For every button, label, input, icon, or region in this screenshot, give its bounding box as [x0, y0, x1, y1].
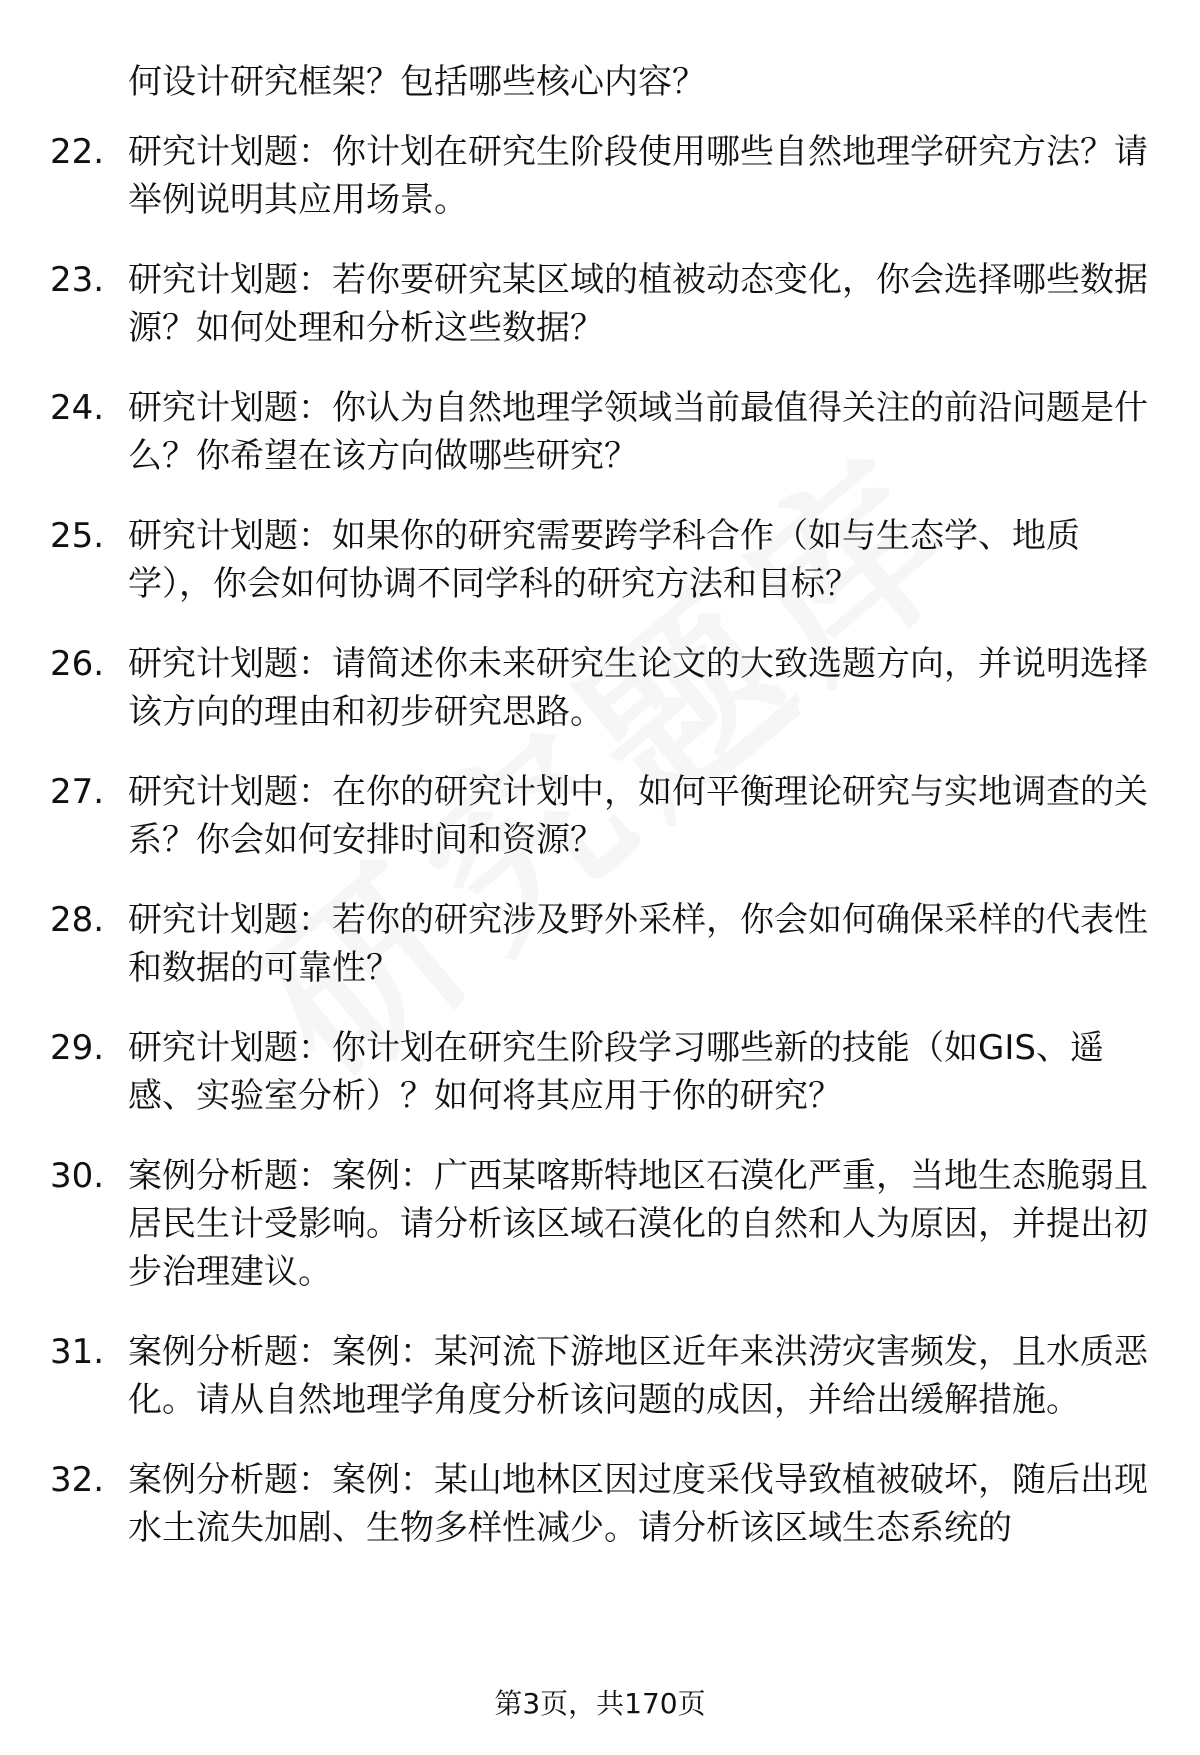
question-item	[0, 1456, 1200, 1552]
question-text: 研究计划题：你计划在研究生阶段学习哪些新的技能（如GIS、遥感、实验室分析）？如何将其应用于你的研究？	[128, 1028, 1104, 1116]
question-item	[0, 1024, 1200, 1120]
question-item	[0, 896, 1200, 992]
question-text: 研究计划题：在你的研究计划中，如何平衡理论研究与实地调查的关系？你会如何安排时间和资源？	[128, 772, 1148, 860]
question-number: 24.	[50, 388, 105, 428]
question-text: 案例分析题：案例：广西某喀斯特地区石漠化严重，当地生态脆弱且居民生计受影响。请分析该区域石漠化的自然和人为原因，并提出初步治理建议。	[128, 1156, 1148, 1292]
question-text: 研究计划题：若你的研究涉及野外采样，你会如何确保采样的代表性和数据的可靠性？	[128, 900, 1148, 988]
question-number: 30.	[50, 1156, 105, 1196]
page-footer: 第3页，共170页	[494, 1687, 706, 1720]
continued-question-text: 何设计研究框架？包括哪些核心内容？	[128, 62, 706, 102]
question-text: 案例分析题：案例：某河流下游地区近年来洪涝灾害频发，且水质恶化。请从自然地理学角度分析该问题的成因，并给出缓解措施。	[128, 1332, 1148, 1420]
question-item	[0, 384, 1200, 480]
question-item	[0, 1152, 1200, 1296]
question-number: 29.	[50, 1028, 105, 1068]
question-item	[0, 1328, 1200, 1424]
question-item	[0, 512, 1200, 608]
question-number: 31.	[50, 1332, 105, 1372]
question-number: 25.	[50, 516, 105, 556]
question-number: 26.	[50, 644, 105, 684]
question-number: 28.	[50, 900, 105, 940]
question-number: 22.	[50, 132, 105, 172]
question-text: 案例分析题：案例：某山地林区因过度采伐导致植被破坏，随后出现水土流失加剧、生物多样性减少。请分析该区域生态系统的	[128, 1460, 1148, 1548]
question-text: 研究计划题：若你要研究某区域的植被动态变化，你会选择哪些数据源？如何处理和分析这些数据？	[128, 260, 1148, 348]
question-text: 研究计划题：请简述你未来研究生论文的大致选题方向，并说明选择该方向的理由和初步研究思路。	[128, 644, 1148, 732]
question-list	[0, 128, 1200, 1584]
question-number: 27.	[50, 772, 105, 812]
question-item	[0, 768, 1200, 864]
question-text: 研究计划题：你认为自然地理学领域当前最值得关注的前沿问题是什么？你希望在该方向做哪些研究？	[128, 388, 1148, 476]
question-item	[0, 256, 1200, 352]
question-item	[0, 640, 1200, 736]
question-number: 23.	[50, 260, 105, 300]
question-text: 研究计划题：如果你的研究需要跨学科合作（如与生态学、地质学），你会如何协调不同学科的研究方法和目标？	[128, 516, 1080, 604]
question-number: 32.	[50, 1460, 105, 1500]
question-text: 研究计划题：你计划在研究生阶段使用哪些自然地理学研究方法？请举例说明其应用场景。	[128, 132, 1148, 220]
question-item	[0, 128, 1200, 224]
